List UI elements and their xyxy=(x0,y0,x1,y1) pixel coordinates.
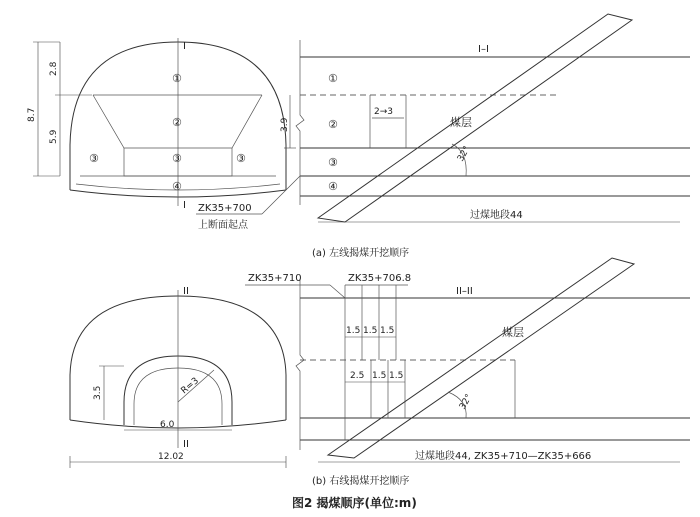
caption-a: (a) 左线揭煤开挖顺序 xyxy=(312,248,410,259)
profile-title-a: I–I xyxy=(478,44,489,55)
station-a-note: 上断面起点 xyxy=(198,220,248,231)
dim-side-height: 3.9 xyxy=(280,117,290,132)
dim-total-height: 8.7 xyxy=(27,107,37,122)
angle-a: 32° xyxy=(455,144,473,164)
stage-label-3-left: ③ xyxy=(89,152,99,165)
stage-label-2: ② xyxy=(172,116,182,129)
diagram-b-profile xyxy=(245,258,690,462)
dim-radius: R=3 xyxy=(179,376,201,397)
angle-b: 32° xyxy=(457,392,475,412)
profile-stage-2: ② xyxy=(328,118,338,131)
section-mark-b-top: II xyxy=(183,286,189,297)
dim-height-b: 3.5 xyxy=(93,385,103,400)
station-b-mid: ZK35+706.8 xyxy=(348,273,412,284)
station-b-left: ZK35+710 xyxy=(248,273,302,284)
stage-label-4: ④ xyxy=(172,180,182,193)
dim-lower-2: 1.5 xyxy=(372,371,387,381)
coal-seam-b xyxy=(328,258,634,458)
diagram-a-cross-section xyxy=(27,38,300,231)
dim-lower-3: 1.5 xyxy=(389,371,404,381)
dim-top-2: 1.5 xyxy=(363,326,378,336)
profile-title-b: II–II xyxy=(456,286,473,297)
section-mark-a-bottom: I xyxy=(183,200,186,211)
coal-seam-label-b: 煤层 xyxy=(502,326,524,339)
dim-top-1: 1.5 xyxy=(346,326,361,336)
bottom-label-a: 过煤地段44 xyxy=(470,210,523,221)
station-a: ZK35+700 xyxy=(198,203,252,214)
stage-label-3-mid: ③ xyxy=(172,152,182,165)
section-mark-b-bottom: II xyxy=(183,439,189,450)
box-label-a: 2→3 xyxy=(374,107,393,117)
dim-top-height: 2.8 xyxy=(49,61,59,76)
diagram-b-cross-section xyxy=(70,286,286,468)
dim-inner-width: 6.0 xyxy=(160,420,175,430)
diagram-a-profile xyxy=(296,14,690,222)
section-mark-a-top: I xyxy=(183,41,186,52)
profile-stage-3: ③ xyxy=(328,156,338,169)
dim-lower-1: 2.5 xyxy=(350,371,365,381)
dim-lower-height: 5.9 xyxy=(49,129,59,144)
stage-label-1: ① xyxy=(172,72,182,85)
bottom-label-b: 过煤地段44, ZK35+710—ZK35+666 xyxy=(415,451,592,462)
coal-seam-label-a: 煤层 xyxy=(450,116,472,129)
dim-top-3: 1.5 xyxy=(380,326,395,336)
figure-caption: 图2 揭煤顺序(单位:m) xyxy=(292,496,417,510)
stage-label-3-right: ③ xyxy=(236,152,246,165)
profile-stage-4: ④ xyxy=(328,180,338,193)
coal-seam-a xyxy=(318,14,632,222)
caption-b: (b) 右线揭煤开挖顺序 xyxy=(312,476,410,487)
profile-stage-1: ① xyxy=(328,72,338,85)
dim-total-width: 12.02 xyxy=(158,452,184,462)
